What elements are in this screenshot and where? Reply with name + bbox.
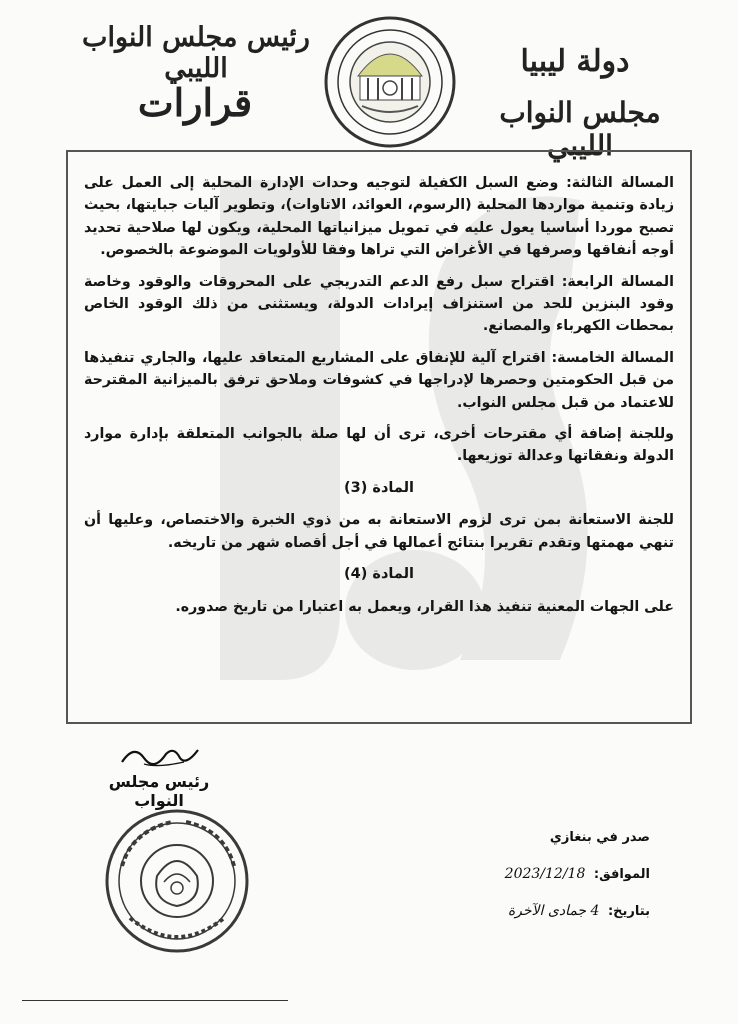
footer-divider: [22, 1000, 288, 1001]
header-right-line2: مجلس النواب الليبي: [499, 96, 661, 162]
official-seal-icon: [102, 806, 252, 956]
issue-three-paragraph: [84, 172, 674, 262]
issue-place: صدر في بنغازي: [549, 830, 650, 845]
issue-gregorian-row: [460, 856, 650, 893]
issue-five-label: المسالة الخامسة:: [551, 349, 674, 366]
signature-scribble-icon: [114, 740, 204, 770]
issue-hijri-row: [460, 893, 650, 930]
hijri-label: بتاريخ:: [607, 904, 650, 919]
issue-three-label: المسالة الثالثة:: [566, 175, 674, 191]
article-3-text: للجنة الاستعانة بمن ترى لزوم الاستعانة به من ذوي الخبرة والاختصاص، وعليها أن تنهي مهمتها وتقدم تقريرا بنتائج أعمالها في أجل أقصاه شهر من تاريخه.: [84, 512, 674, 551]
article-4-text: على الجهات المعنية تنفيذ هذا القرار، ويعمل به اعتبارا من تاريخ صدوره.: [175, 598, 674, 615]
decision-body: [84, 172, 674, 627]
header-left-subtitle: قرارات: [137, 80, 253, 125]
gregorian-label: الموافق:: [593, 867, 650, 882]
issue-details: [460, 820, 650, 930]
issue-five-paragraph: [84, 347, 674, 414]
issue-four-text: اقتراح سبل رفع الدعم التدريجي على المحروقات والوقود وخاصة وقود البنزين للحد من استنزاف إيرادات الدولة، ويستثنى من ذلك الوقود الخاص بمحطات الكهرباء والمصانع.: [84, 273, 674, 335]
gregorian-value: 2023/12/18: [504, 866, 586, 882]
article-3-title: المادة (3): [344, 479, 414, 496]
issue-three-text: وضع السبل الكفيلة لتوجيه وحدات الإدارة المحلية إلى العمل على زيادة وتنمية مواردها المحلية (الرسوم، العوائد، الاتاوات)، وتطوير آليات جبايتها، بحيث تصبح موردا أساسيا يعول عليه في تمويل ميزانياتها المحلية، ويكون لها صلاحية تحديد أوجه أنفاقها وصرفها في الأغراض التي تراها وفقا للأولويات الموضوعة بالخصوص.: [84, 175, 674, 259]
issue-five-text: اقتراح آلية للإنفاق على المشاريع المتعاقد عليها، والجاري تنفيذها من قبل الحكومتين وحصرها لإدراجها في كشوفات وملاحق ترفق بالميزانية المقترحة للاعتماد من قبل مجلس النواب.: [84, 349, 674, 411]
signature-title: رئيس مجلس النواب: [108, 772, 210, 810]
hijri-value: 4 جمادى الآخرة: [507, 903, 600, 919]
issue-four-label: المسالة الرابعة:: [561, 273, 674, 290]
header-left-title: رئيس مجلس النواب الليبي: [82, 22, 310, 84]
committee-additions-paragraph: وللجنة إضافة أي مقترحات أخرى، ترى أن لها صلة بالجوانب المتعلقة بإدارة موارد الدولة ونفقاتها وعدالة توزيعها.: [84, 426, 674, 465]
issue-four-paragraph: [84, 271, 674, 338]
article-4-title: المادة (4): [344, 566, 414, 583]
signature-block: [84, 740, 234, 810]
header-right-line1: دولة ليبيا: [520, 44, 630, 79]
parliament-emblem-icon: [322, 14, 458, 150]
